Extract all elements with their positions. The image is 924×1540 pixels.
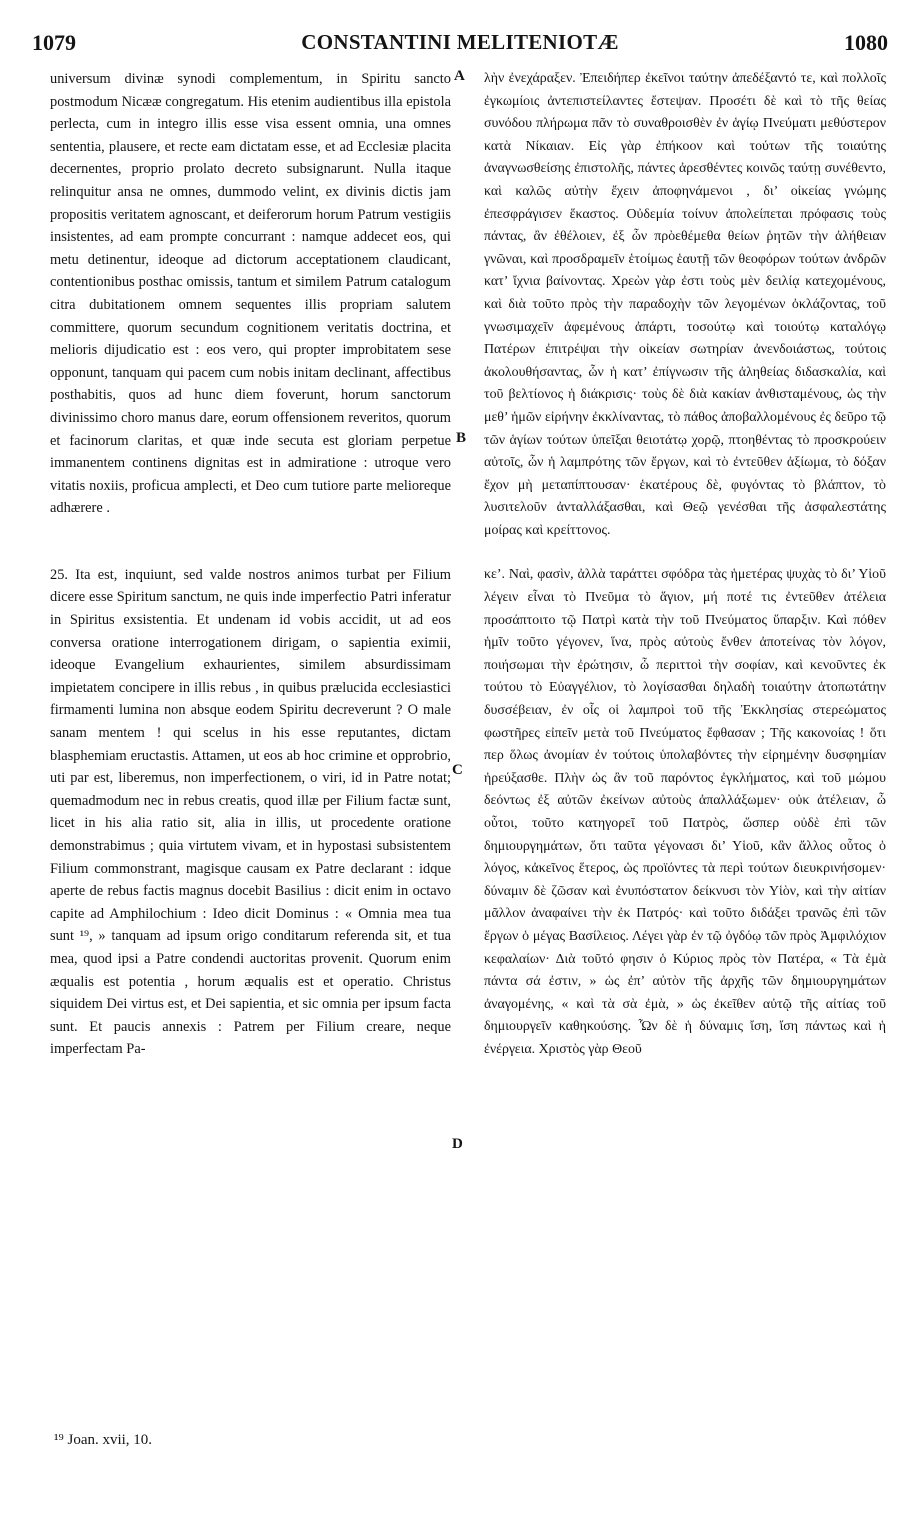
paragraph-spacer xyxy=(484,542,886,564)
greek-paragraph-2: κε’. Ναὶ, φασὶν, ἀλλὰ ταράττει σφόδρα τὰς ἡμετέρας ψυχὰς τὸ δι’ Υἱοῦ λέγειν εἶναι τὸ Πνεῦμα τὸ ἅγιον, μή ποτέ τις ἐντεῦθεν ἀτέλεια προσάπτοιτο τῷ Πατρὶ κατὰ τὴν τοῦ Πνεύματος ὕπαρξιν. Καὶ πόθεν ἡμῖν τοῦτο γέγονεν, ἵνα, πρὸς αὐτοὺς ἔνθεν ἀποτείνας τὸν λόγον, ποιήσωμαι τὴν ἐρώτησιν, ὦ περιττοὶ τὴν σοφίαν, καὶ κενοῦντες ἐκ τούτου τὸ Εὐαγγέλιον, τὸ λογίσασθαι δηλαδὴ τοιαύτην ἀτοπωτάτην δυσσέβειαν, ἐν οἷς οἱ λαμπροὶ τοῦ τῆς Ἐκκλησίας στερεώματος φωστῆρες εἰπεῖν μετὰ τοῦ Πνεύματος ἔφθασαν ; Τῆς κακονοίας ! ὅτι περ ὅλως ἀνομίαν ἐν τούτοις ὑπολαβόντες τὴν εἰρημένην δυσφημίαν ἠρεύξασθε. Πλὴν ὡς ἂν τοῦ παρόντος ἐγκλήματος, καὶ τοῦ μώμου δεόντως ἐξ αὐτῶν ἐκείνων αὐτοὺς ἀπαλλάξωμεν· οὐκ ἀτέλειαν, ὦ οὗτοι, τοῦτο κατηγορεῖ τοῦ Πατρὸς, ὥσπερ οὐδὲ ἐπὶ τῶν δημιουργημάτων, ὅτι ταῦτα γέγονασι δι’ Υἱοῦ, κἂν ἄλλος οὗτος ὁ λόγος, κἀκεῖνος ἕτερος, ὡς προϊόντες τὰ περὶ τούτων διευκρινήσομεν· δύναμιν δὲ ζῶσαν καὶ ἐνυπόστατον δείκνυσι τὸν Υἱὸν, καὶ τὴν αἰτίαν μᾶλλον ἀναφαίνει τὴν ἐκ Πατρός· καὶ τοῦτο διδάξει τρανῶς ἐπὶ τῶν ἔργων ὁ μέγας Βασίλειος. Λέγει γὰρ ἐν τῷ ὀγδόῳ τῶν πρὸς Ἀμφιλόχιον κεφαλαίων· Διὰ τοῦτό φησιν ὁ Κύριος πρὸς τὸν Πατέρα, « Τὰ ἐμὰ πάντα σά ἐστιν, » ὡς ἐπ’ αὐτὸν τῆς ἀρχῆς τῶν δημιουργημάτων ἀναγομένης, « καὶ τὰ σὰ ἐμὰ, » ὡς ἐκεῖθεν αὐτῷ τῆς αἰτίας τοῦ δημιουργεῖν καθηκούσης. Ὧν δὲ ἡ δύναμις ἴση, ἴση πάντως καὶ ἡ ἐνέργεια. Χριστὸς γὰρ Θεοῦ xyxy=(484,567,886,1057)
greek-column xyxy=(484,68,886,1062)
running-title: CONSTANTINI MELITENIOTÆ xyxy=(301,30,619,54)
latin-paragraph-2: 25. Ita est, inquiunt, sed valde nostros animos turbat per Filium dicere esse Spiritum sanctum, ne quis inde imperfectio Patri inferatur in Spiritus exsistentia. Et undenam id vobis accidit, ut ad eos conversa oratione interrogationem dirigam, o sapientia eximii, ideoque Evangelium exhaurientes, similem absurdissimam impietatem concipere in illis rebus , in quibus prælucida ecclesiastici firmamenti lumina non absque eodem Spiritu decreverunt ? O male sanam mentem ! qui scelus in his esse reputantes, dictam blasphemiam eructastis. Attamen, ut eos ab hoc crimine et opprobrio, uti par est, liberemus, non imperfectionem, o viri, id in Patre notat; quemadmodum nec in rebus creatis, quod illæ per Filium factæ sunt, licet in his alia ratio sit, alia in illis, ut procedente oratione demonstrabimus ; quia virtutem vivam, et in hypostasi subsistentem Filium commonstrant, magisque causam ex Patre declarant : idque aperte de rebus factis magnus docebit Basilius : dicit enim in octavo capite ad Amphilochium : Ideo dicit Dominus : « Omnia mea tua sunt ¹⁹, » tanquam ad ipsum origo conditarum referenda sit, et tua mea, quod ipsi a Patre condendi auctoritas provenit. Quorum enim æqualis est potentia , horum æqualis est et operatio. Christus siquidem Dei virtus est, et Dei sapientia, et sic omnia per ipsum facta sunt. Et paucis annexis : Patrem per Filium creare, neque imperfectam Pa- xyxy=(50,566,451,1058)
latin-column xyxy=(50,68,451,1061)
page-number-left: 1079 xyxy=(32,30,76,55)
greek-paragraph-1: λὴν ἐνεχάραξεν. Ἐπειδήπερ ἐκεῖνοι ταύτην ἀπεδέξαντό τε, καὶ πολλοῖς ἐγκωμίοις ἀντεπιστείλαντες ἔστεψαν. Προσέτι δὲ καὶ τὸ τῆς θείας συνόδου πλήρωμα πᾶν τὸ συναθροισθὲν ἐν ἁγίῳ Πνεύματι μεθύστερον κατὰ Νίκαιαν. Εἰς γὰρ ἐπήκοον καὶ τούτων τῆς τοιαύτης ἀναγνωσθείσης ἐπιστολῆς, πάντες ἀρεσθέντες κοινῶς ταύτῃ συνέθεντο, καὶ καλῶς αὐτὴν ἔχειν ἀποφηνάμενοι , δι’ οἰκείας γνώμης ἐπεσφράγισεν ἕκαστος. Οὐδεμία τοίνυν ἀπολείπεται πρόφασις τοὺς πάντας, ἂν ἐθέλοιεν, ἐξ ὧν πρὸεθέμεθα θείων ῥητῶν τὴν ἀλήθειαν γνῶναι, καὶ προσδραμεῖν ἑτοίμως ἑαυτῇ τῶν θεοφόρων τούτων ἀνδρῶν κατ’ ἴχνια βαίνοντας. Χρεὼν γὰρ ἐστι τοὺς μὲν δειλίᾳ κατεχομένους, καὶ διὰ τοῦτο πρὸς τὴν παραδοχὴν τῶν λεγομένων ὀκλάζοντας, τοῦ γνωσιμαχεῖν ἀφεμένους ἀπάρτι, τοσούτῳ καὶ τοιούτῳ καταλόγῳ Πατέρων ἐπιτρέψαι τὴν οἰκείαν σωτηρίαν ἀνενδοιάστως, τούτοις ἀκολουθήσαντας, ὧν ἡ κατ’ ἐπίγνωσιν τῆς ἀληθείας διδασκαλία, καὶ τοῦ βελτίονος ἡ διάκρισις· τοὺς δὲ διὰ κακίαν ἀνθισταμένους, ὡς τὴν μεθ’ ἡμῶν εἰρήνην ἐκκλίναντας, τὸ πάθος ἀποβαλλομένους ἐς δεῦρο τῷ τῶν ἁγίων τούτων ὑπεῖξαι θειοτάτῳ χορῷ, πτοηθέντας τὸ προσκρούειν αὐτοῖς, ὧν ἡ λαμπρότης τῶν ἔργων, καὶ τὸ ἐντεῦθεν ἀξίωμα, τὸ δόξαν ἔχον μὴ μεταπίπτουσαν· ἑκατέρους δὲ, φυγόντας τὸ βλάπτον, τὸ λυσιτελοῦν ἀνταλλάξασθαι, καὶ Θεῷ γενέσθαι τῆς ἀσφαλεστάτης μοίρας καὶ κρείττονος. xyxy=(484,71,886,538)
paragraph-spacer xyxy=(50,520,451,564)
margin-marker-d: D xyxy=(452,1136,463,1152)
running-header xyxy=(32,30,888,60)
page-number-right: 1080 xyxy=(844,30,888,55)
margin-marker-a: A xyxy=(454,68,465,84)
latin-paragraph-1: universum divinæ synodi complementum, in Spiritu sancto postmodum Nicææ congregatum. His etenim audientibus illa epistola perlecta, cum in integro illis esse visa essent omnia, una omnes sententia, plausere, et recte eam dictatam esse, et ad Ecclesiæ placita decernentes, proprio prolato decreto subsignarunt. Nulla itaque relinquitur ansa ne omnes, dummodo velint, ex divinis dictis jam propositis veritatem agnoscant, et deiferorum horum Patrum vestigiis insistentes, ad eam prompte concurrant : namque addecet eos, qui metu detinentur, ideoque ad dictorum acceptationem claudicant, contentionibus posthac omissis, tantum et similem Patrum catalogum citra dubitationem omnem sequentes illis propriam salutem committere, quorum secundum cognitionem veritatis doctrina, et melioris dijudicatio est : eos vero, qui propter improbitatem sese opponunt, tanquam qui pacem cum nobis initam declinant, affectibus posthabitis, quos ad hunc diem foverunt, horum sanctorum divinissimo choro manus dare, eorum offensionem reveritos, quorum et facinorum claritas, et quæ inde secuta est gloriam perpetue immanentem continens dignitas est in admiratione : utroque vero vitatis noxiis, proficua amplecti, et Deo cum tutiore parte melioreque adhærere . xyxy=(50,71,451,517)
margin-marker-c: C xyxy=(452,762,463,778)
footnote: ¹⁹ Joan. xvii, 10. xyxy=(54,1432,153,1448)
margin-marker-b: B xyxy=(456,430,467,446)
